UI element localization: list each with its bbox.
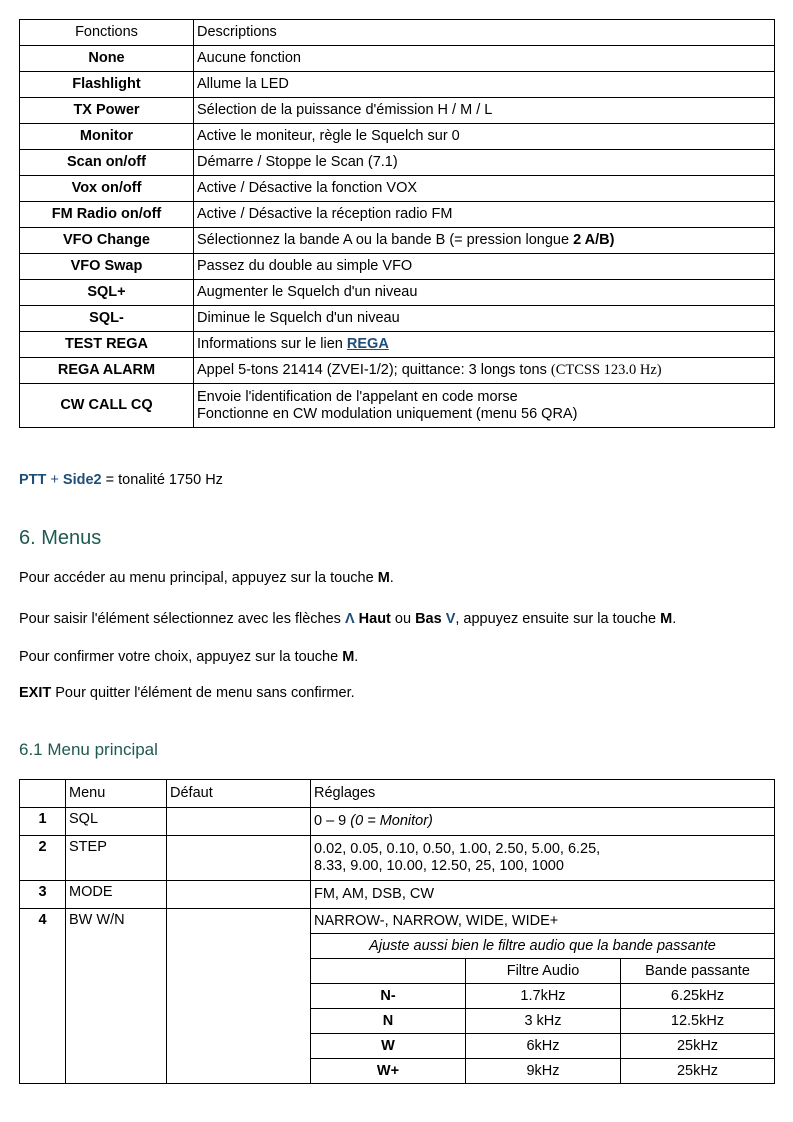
table-row — [20, 150, 775, 176]
paragraph — [19, 649, 358, 665]
menu-default — [167, 881, 311, 909]
function-name: VFO Change — [20, 228, 194, 254]
function-description: Active le moniteur, règle le Squelch sur 0 — [194, 124, 775, 150]
menu-number: 1 — [20, 808, 66, 836]
function-name: CW CALL CQ — [20, 384, 194, 428]
function-name: Vox on/off — [20, 176, 194, 202]
bw-note: Ajuste aussi bien le filtre audio que la bande passante — [311, 934, 775, 959]
function-description: Active / Désactive la réception radio FM — [194, 202, 775, 228]
table-row — [20, 808, 775, 836]
table-row — [20, 836, 775, 881]
table-row — [20, 332, 775, 358]
bw-band: 6.25kHz — [621, 984, 775, 1009]
function-description — [194, 332, 775, 358]
header-settings: Réglages — [311, 780, 775, 808]
setting-line: 8.33, 9.00, 10.00, 12.50, 25, 100, 1000 — [314, 858, 564, 874]
bw-band: 25kHz — [621, 1034, 775, 1059]
header-descriptions: Descriptions — [194, 20, 775, 46]
bw-audio: 6kHz — [466, 1034, 621, 1059]
table-row — [20, 254, 775, 280]
paragraph-text: Pour confirmer votre choix, appuyez sur la touche — [19, 649, 343, 665]
plus-sign: + — [46, 472, 63, 488]
menu-table — [19, 779, 775, 1084]
table-row — [20, 306, 775, 332]
function-description: Démarre / Stoppe le Scan (7.1) — [194, 150, 775, 176]
functions-table — [19, 19, 775, 428]
function-name: SQL- — [20, 306, 194, 332]
bw-audio: 1.7kHz — [466, 984, 621, 1009]
description-line: Envoie l'identification de l'appelant en code morse — [197, 388, 518, 405]
bw-audio: 9kHz — [466, 1059, 621, 1084]
paragraph-text: Pour saisir l'élément sélectionnez avec les flèches — [19, 611, 345, 627]
paragraph-text: ou — [390, 611, 416, 627]
table-row — [20, 46, 775, 72]
arrow-down-icon: V — [441, 611, 456, 627]
bw-band: 12.5kHz — [621, 1009, 775, 1034]
description-text: Sélectionnez la bande A ou la bande B (= pression longue — [197, 232, 574, 248]
function-description — [194, 384, 775, 428]
description-line: Fonctionne en CW modulation uniquement (menu 56 QRA) — [197, 405, 578, 422]
menu-name: BW W/N — [66, 909, 167, 1084]
paragraph — [19, 685, 355, 701]
table-row — [20, 280, 775, 306]
setting-note: (0 = Monitor) — [350, 813, 433, 829]
function-name: FM Radio on/off — [20, 202, 194, 228]
table-row — [20, 98, 775, 124]
menu-number: 3 — [20, 881, 66, 909]
section-heading-main-menu: 6.1 Menu principal — [19, 740, 158, 759]
function-name: TEST REGA — [20, 332, 194, 358]
table-row — [20, 176, 775, 202]
function-name: Scan on/off — [20, 150, 194, 176]
punctuation: . — [354, 649, 359, 665]
setting-text: 0 – 9 — [314, 813, 351, 829]
paragraph-text: Pour quitter l'élément de menu sans confirmer. — [51, 685, 355, 701]
menu-name: MODE — [66, 881, 167, 909]
key-label: Haut — [354, 611, 391, 627]
key-label: EXIT — [19, 685, 52, 701]
description-text: Appel 5-tons 21414 (ZVEI-1/2); quittance: 3 longs tons — [197, 362, 551, 378]
function-description: Active / Désactive la fonction VOX — [194, 176, 775, 202]
function-name: REGA ALARM — [20, 358, 194, 384]
function-description: Diminue le Squelch d'un niveau — [194, 306, 775, 332]
key-label: M — [342, 649, 355, 665]
menu-setting: NARROW-, NARROW, WIDE, WIDE+ — [311, 909, 775, 934]
bw-mode: W+ — [311, 1059, 466, 1084]
table-row — [20, 124, 775, 150]
paragraph — [19, 570, 394, 586]
setting-line: 0.02, 0.05, 0.10, 0.50, 1.00, 2.50, 5.00, 6.25, — [314, 841, 601, 857]
function-description: Sélection de la puissance d'émission H / M / L — [194, 98, 775, 124]
table-row — [20, 72, 775, 98]
function-description: Augmenter le Squelch d'un niveau — [194, 280, 775, 306]
bw-mode: N — [311, 1009, 466, 1034]
table-row — [20, 358, 775, 384]
function-description: Allume la LED — [194, 72, 775, 98]
paragraph-text: , appuyez ensuite sur la touche — [455, 611, 661, 627]
menu-default — [167, 836, 311, 881]
section-heading-menus: 6. Menus — [19, 527, 102, 549]
key-label: M — [377, 570, 390, 586]
function-description: Passez du double au simple VFO — [194, 254, 775, 280]
function-name: Monitor — [20, 124, 194, 150]
ptt-key: PTT — [19, 472, 47, 488]
header-default: Défaut — [167, 780, 311, 808]
bw-header-audio: Filtre Audio — [466, 959, 621, 984]
bw-header-band: Bande passante — [621, 959, 775, 984]
table-row — [20, 909, 775, 934]
menu-setting — [311, 836, 775, 881]
function-name: TX Power — [20, 98, 194, 124]
header-menu: Menu — [66, 780, 167, 808]
key-label: 2 A/B) — [573, 232, 615, 248]
bw-band: 25kHz — [621, 1059, 775, 1084]
table-row — [20, 881, 775, 909]
menu-number: 2 — [20, 836, 66, 881]
ptt-text: = tonalité 1750 Hz — [101, 472, 223, 488]
function-name: SQL+ — [20, 280, 194, 306]
header-functions: Fonctions — [20, 20, 194, 46]
paragraph — [19, 611, 676, 627]
function-name: None — [20, 46, 194, 72]
menu-name: SQL — [66, 808, 167, 836]
punctuation: . — [389, 570, 394, 586]
function-description: Aucune fonction — [194, 46, 775, 72]
ctcss-text: (CTCSS 123.0 Hz) — [550, 362, 662, 378]
function-description — [194, 358, 775, 384]
key-label: Bas — [415, 611, 442, 627]
menu-setting: FM, AM, DSB, CW — [311, 881, 775, 909]
rega-link[interactable]: REGA — [346, 336, 389, 352]
table-row — [20, 228, 775, 254]
function-name: Flashlight — [20, 72, 194, 98]
side2-key: Side2 — [62, 472, 102, 488]
menu-setting — [311, 808, 775, 836]
function-name: VFO Swap — [20, 254, 194, 280]
bw-mode: N- — [311, 984, 466, 1009]
menu-name: STEP — [66, 836, 167, 881]
menu-default — [167, 808, 311, 836]
key-label: M — [660, 611, 673, 627]
arrow-up-icon: Λ — [344, 611, 355, 627]
paragraph-text: Pour accéder au menu principal, appuyez sur la touche — [19, 570, 378, 586]
menu-default — [167, 909, 311, 1084]
function-description — [194, 228, 775, 254]
menu-number: 4 — [20, 909, 66, 1084]
description-text: Informations sur le lien — [197, 336, 347, 352]
bw-audio: 3 kHz — [466, 1009, 621, 1034]
bw-mode: W — [311, 1034, 466, 1059]
table-row — [20, 202, 775, 228]
punctuation: . — [672, 611, 677, 627]
ptt-line — [19, 472, 223, 488]
table-row — [20, 384, 775, 428]
